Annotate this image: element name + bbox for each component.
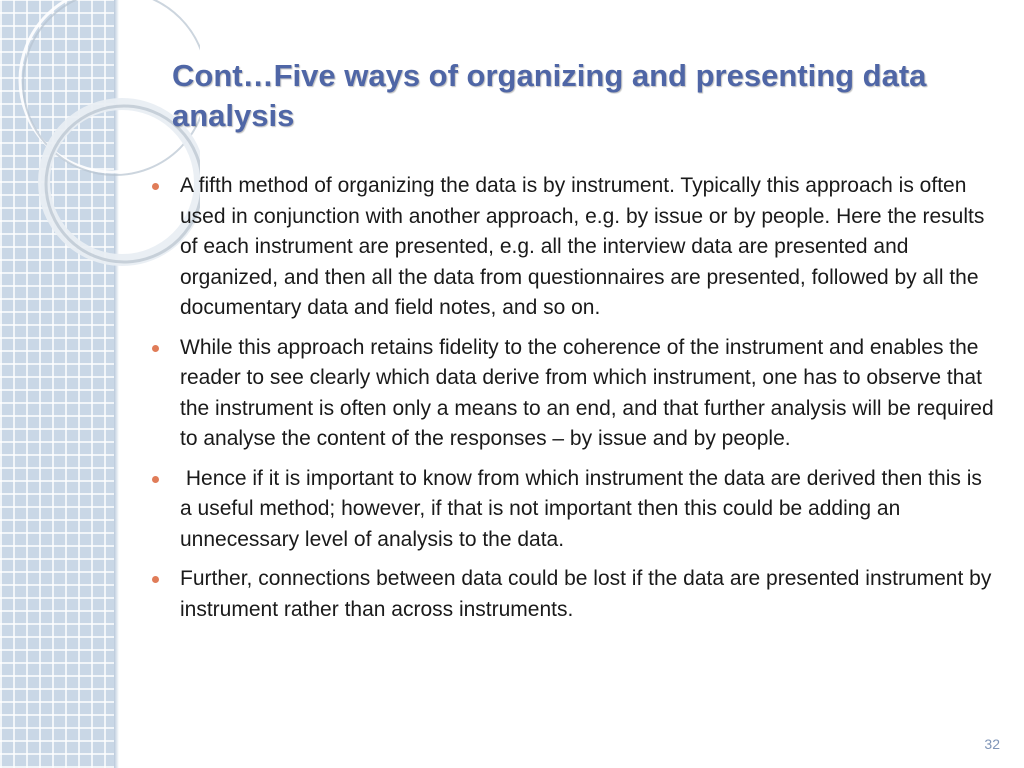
bullet-item [150,333,995,455]
bullet-item [150,564,995,625]
bullet-text: While this approach retains fidelity to the coherence of the instrument and enables the reader to see clearly which data derive from which instrument, one has to observe that the instrument is often only a means to an end, and that further analysis will be required to analyse the content of the responses – by issue and by people. [180,335,994,450]
bullet-item [150,464,995,556]
bullet-list [150,171,995,634]
bullet-dot-icon [152,576,159,583]
bullet-text: Hence if it is important to know from which instrument the data are derived then this is a useful method; however, if that is not important then this could be adding an unnecessary level of analysis to the data. [180,466,988,551]
bullet-dot-icon [152,476,159,483]
bullet-text: A fifth method of organizing the data is by instrument. Typically this approach is often used in conjunction with another approach, e.g. by issue or by people. Here the results of each instrument are presented, e.g. all the interview data are presented and organized, and then all the data from questionnaires are presented, followed by all the documentary data and field notes, and so on. [180,174,985,319]
bullet-dot-icon [152,183,159,190]
page-number: 32 [984,736,1000,752]
bullet-dot-icon [152,345,159,352]
bullet-text: Further, connections between data could be lost if the data are presented instrument by instrument rather than across instruments. [180,567,992,621]
slide-title: Cont…Five ways of organizing and presenting data analysis [172,58,927,133]
bullet-item [150,171,995,324]
